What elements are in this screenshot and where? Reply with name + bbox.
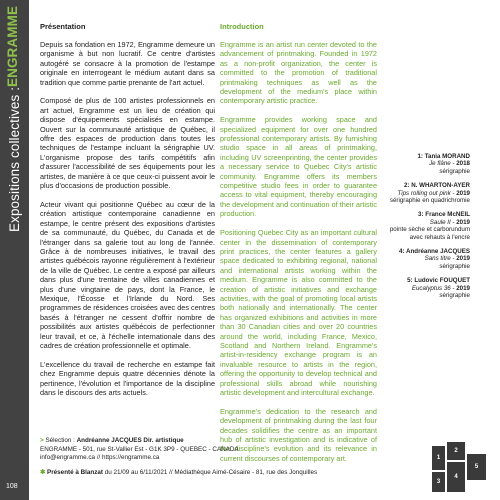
caption-title: Sans titre	[424, 255, 451, 263]
caption-artist: N. WHARTON-AYER	[411, 182, 470, 190]
sidebar	[0, 0, 29, 500]
address-line: ENGRAMME - 501, rue St-Vallier Est - G1K 3P9 - QUEBEC - CANADA	[40, 445, 239, 453]
thumbnail-5: 5	[467, 454, 486, 480]
caption-3: 3: France McNEIL Saule II - 2019 pointe sèche et carborundum avec rehauts à l'encre	[384, 211, 470, 241]
caption-year: 2019	[456, 218, 470, 226]
caption-4: 4: Andréanne JACQUES Sans titre - 2019 sérigraphie	[384, 248, 470, 270]
english-paragraph-3: Positioning Quebec City as an important cultural center in the dissemination of contemporary print practices, the center features a gallery space dedicated to exhibiting regional, national and international artists working within the medium. Engramme is also committed to the creation of artistic initiatives and exchange activities, with the goal of promoting local artists both nationally and internationally. The center has organized exhibitions and activities in more than 30 Canadian cities and over 20 countries around the world, including France, Mexico, Scotland and Northern Ireland. Engramme's artist-in-residency exchange program is an invaluable resource to artists in the region, offering the opportunity to develop technical and professional skills abroad while nourishing artistic development and intercultural exchange.	[220, 228, 377, 397]
caption-technique: sérigraphie	[439, 292, 470, 300]
contact-line[interactable]: info@engramme.ca // https://engramme.ca	[40, 454, 160, 462]
thumbnail-grid	[432, 442, 488, 496]
caption-technique: sérigraphie	[439, 167, 470, 175]
french-column	[40, 22, 215, 407]
caption-year: 2019	[456, 255, 470, 263]
selection-line	[40, 437, 430, 446]
caption-number: 4:	[399, 248, 405, 256]
french-paragraph-3: Acteur vivant qui positionne Québec au cœur de la création artistique contemporaine canadienne en estampe, le centre présent des expositions d'artistes de sa communauté, du Québec, du Canada et de l'étranger dans sa galerie tout au long de l'année. Grâce à de nombreuses initiatives, le travail des artistes québécois rayonne régulièrement à l'extérieur de la ville de Québec. Le centre a exposé par ailleurs dans plus d'une trentaine de villes canadiennes et plus d'une vingtaine de pays, dont la France, le Mexique, l'Écosse et l'Irlande du Nord. Ses programmes de résidences croisées avec des centres basés à l'étranger ne cessent d'offrir nombre de possibilités aux artistes québécois de perfectionner leur travail, et ce, à l'échelle internationale dans des cadres de création professionnelle et optimale.	[40, 199, 215, 350]
french-paragraph-4: L'excellence du travail de recherche en estampe fait chez Engramme depuis quatre décennies dénote la pertinence, l'évolution et l'importance de la discipline dans le discours des arts actuels.	[40, 359, 215, 397]
artwork-captions	[384, 153, 470, 307]
thumbnail-1: 1	[432, 446, 445, 470]
caption-artist: Andréanne JACQUES	[406, 248, 470, 256]
caption-technique: sérigraphie en quadrichromie	[389, 197, 470, 205]
caption-number: 3:	[418, 211, 424, 219]
selection-name: Andréanne JACQUES Dir. artistique	[76, 437, 184, 444]
caption-technique: pointe sèche et carborundum avec rehauts à l'encre	[389, 226, 470, 241]
caption-number: 5:	[407, 277, 413, 285]
caption-artist: France McNEIL	[425, 211, 470, 219]
thumbnail-4: 4	[447, 462, 465, 492]
caption-year: 2019	[456, 284, 470, 292]
english-column	[220, 22, 377, 473]
caption-1: 1: Tania MORAND Je flâne - 2018 sérigraphie	[384, 153, 470, 175]
english-paragraph-4: Engramme's dedication to the research and development of printmaking during the last four decades solidifies the centre as an important hub of artistic investigation and is indicative of the discipline's evolution and its relevance in current discourses of contemporary art.	[220, 406, 377, 463]
french-heading: Présentation	[40, 22, 86, 31]
thumbnail-2: 2	[447, 442, 465, 460]
presented-line	[40, 469, 430, 478]
caption-technique: sérigraphie	[439, 262, 470, 270]
sidebar-title	[1, 6, 28, 426]
caption-2: 2: N. WHARTON-AYER Tips rolling out pink - 2019 sérigraphie en quadrichromie	[384, 182, 470, 204]
thumbnail-3: 3	[432, 472, 445, 492]
caption-title: Tips rolling out pink	[397, 189, 451, 197]
caption-number: 1:	[417, 153, 423, 160]
caption-title: Saule II	[429, 218, 451, 226]
caption-number: 2:	[403, 182, 410, 190]
caption-title: Je flâne	[429, 160, 451, 168]
asterisk-icon: ✱	[40, 468, 46, 476]
french-paragraph-1: Depuis sa fondation en 1972, Engramme demeure un organisme à but non lucratif. Ce centre d'artistes autogéré se consacre à la promotion de l'estampe originale en interrogeant le médium autant dans sa tradition que comme partie prenante de l'art actuel.	[40, 40, 215, 87]
caption-artist: Tania MORAND	[424, 153, 470, 160]
sidebar-title-accent: ENGRAMME	[5, 6, 20, 88]
footer	[40, 437, 430, 477]
selection-label: Sélection :	[45, 437, 75, 444]
caption-5: 5: Ludovic FOUQUET Eucalyptus 36 - 2019 sérigraphie	[384, 277, 470, 299]
english-heading: Introduction	[220, 22, 264, 31]
french-paragraph-2: Composé de plus de 100 artistes professionnels en art actuel, Engramme est un lieu de création qui dispose d'équipements spécialisés en estampe. Ouvert sur la communauté artistique de Québec, il offre des espaces de production dans toutes les techniques de l'estampe incluant la sérigraphie UV. L'organisme propose des tarifs compétitifs afin d'assurer l'accessibilité de ses équipements pour les artistes, de manière à ce que ceux-ci puissent avoir le plus d'occasions de production possible.	[40, 96, 215, 191]
caption-year: 2018	[456, 160, 470, 168]
english-paragraph-1: Engramme is an artist run center devoted to the advancement of printmaking. Founded in 1972 as a non-profit organization, the center is committed to the promotion of traditional printmaking techniques as well as the development of the medium's place within contemporary artistic practice.	[220, 40, 377, 106]
presented-label: Présenté à Blanzat	[47, 468, 104, 476]
english-paragraph-2: Engramme provides working space and specialized equipment for over one hundred professional contemporary artists. By furnishing studio space in all areas of printmaking, including UV screenprinting, the center provides a necessary service to Quebec City's artistic community. Engramme offers its members competitive studio fees in order to guarantee access to vital equipment, thereby encouraging the development and continuation of their artistic production.	[220, 115, 377, 219]
presented-details: du 21/09 au 6/11/2021 // Médiathèque Aimé-Césaire - 81, rue des Jonquilles	[104, 468, 318, 476]
sidebar-title-prefix: Expositions collectives :	[7, 87, 22, 233]
arrow-marker: >	[40, 437, 44, 444]
caption-artist: Ludovic FOUQUET	[414, 277, 470, 285]
caption-year: 2019	[456, 189, 470, 197]
page-number: 108	[6, 483, 18, 490]
caption-title: Eucalyptus 36	[411, 284, 451, 292]
